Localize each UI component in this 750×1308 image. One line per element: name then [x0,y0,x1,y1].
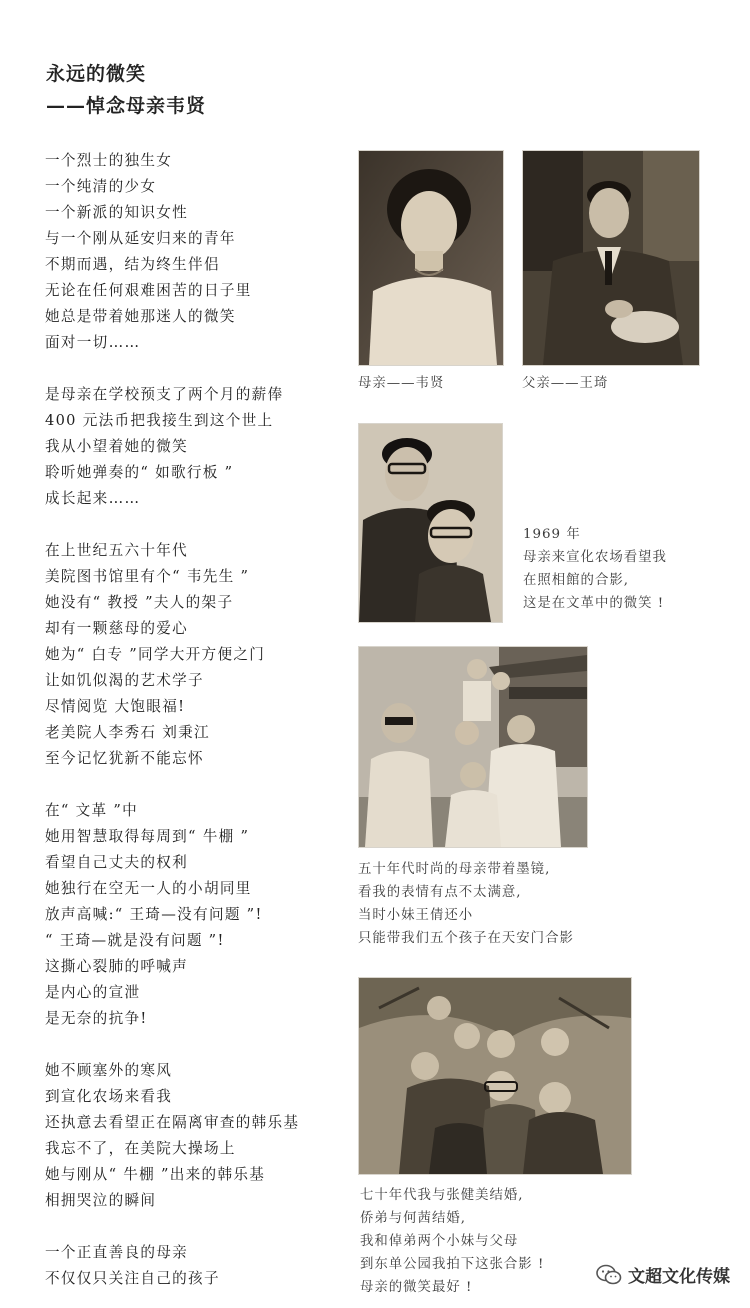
caption-line: 七十年代我与张健美结婚, [360,1188,524,1203]
caption-line: 当时小妹王倩还小 [358,908,474,923]
caption-line: 母亲来宣化农场看望我 [523,550,667,565]
caption-line: 侨弟与何茜结婚, [360,1211,466,1226]
caption-line: 母亲的微笑最好 ! [360,1280,473,1295]
article-subtitle: ——悼念母亲韦贤 [46,95,207,117]
poem-stanza [45,382,345,512]
poem-line: 是内心的宣泄 [45,984,141,1001]
poem-line: 老美院人李秀石 刘秉江 [45,724,210,741]
poem-line: 到宣化农场来看我 [45,1088,173,1105]
poem-stanza [45,798,345,1032]
wechat-icon [596,1264,622,1286]
poem-line: “ 王琦—就是没有问题 ”! [45,932,225,949]
poem-line: 是母亲在学校预支了两个月的薪俸 [45,386,284,403]
caption-line: 只能带我们五个孩子在天安门合影 [358,931,574,946]
poem-line: 与一个刚从延安归来的青年 [45,230,236,247]
family-park-photo [358,977,632,1175]
poem-line: 让如饥似渴的艺术学子 [45,672,204,689]
poem-line: 却有一颗慈母的爱心 [45,620,189,637]
tiananmen-group-photo [358,646,588,848]
poem-line: 400 元法币把我接生到这个世上 [45,412,274,429]
caption-line: 这是在文革中的微笑 ! [523,596,665,611]
poem-line: 她为“ 白专 ”同学大开方便之门 [45,646,266,663]
father-portrait-photo [522,150,700,366]
studio-photo-caption [523,523,667,615]
poem-line: 尽情阅览 大饱眼福! [45,698,186,715]
poem-line: 美院图书馆里有个“ 韦先生 ” [45,568,250,585]
family-photo-caption [360,1184,544,1299]
poem-line: 一个烈士的独生女 [45,152,173,169]
poem-line: 放声高喊:“ 王琦—没有问题 ”! [45,906,263,923]
mother-portrait-photo [358,150,504,366]
poem-line: 是无奈的抗争! [45,1010,148,1027]
caption-line: 看我的表情有点不太满意, [358,885,522,900]
caption-line: 在照相館的合影, [523,573,629,588]
poem-line: 我忘不了，在美院大操场上 [45,1140,236,1157]
poem-line: 她不顾塞外的寒风 [45,1062,173,1079]
poem-line: 一个正直善良的母亲 [45,1244,189,1261]
poem-line: 在“ 文革 ”中 [45,802,138,819]
poem-line: 看望自己丈夫的权利 [45,854,189,871]
poem-line: 至今记忆犹新不能忘怀 [45,750,204,767]
mother-photo-caption: 母亲——韦贤 [358,376,445,391]
source-watermark [596,1262,730,1287]
poem-line: 她用智慧取得每周到“ 牛棚 ” [45,828,250,845]
poem-line: 面对一切…… [45,334,141,351]
article-title: 永远的微笑 [46,63,147,85]
watermark-text: 文超文化传媒 [628,1267,730,1287]
poem-body [45,148,345,1292]
poem-line: 她与刚从“ 牛棚 ”出来的韩乐基 [45,1166,266,1183]
poem-line: 她独行在空无一人的小胡同里 [45,880,252,897]
poem-line: 一个新派的知识女性 [45,204,189,221]
caption-line: 我和倬弟两个小妹与父母 [360,1234,519,1249]
poem-line: 相拥哭泣的瞬间 [45,1192,157,1209]
poem-line: 成长起来…… [45,490,141,507]
poem-stanza [45,1240,345,1292]
poem-stanza [45,1058,345,1214]
studio-photo-1969 [358,423,503,623]
poem-line: 聆听她弹奏的“ 如歌行板 ” [45,464,234,481]
poem-line: 在上世纪五六十年代 [45,542,189,559]
caption-line: 五十年代时尚的母亲带着墨镜, [358,862,551,877]
poem-line: 她总是带着她那迷人的微笑 [45,308,236,325]
caption-line: 到东单公园我拍下这张合影 ! [360,1257,545,1272]
article-title-block [46,58,206,122]
poem-line: 还执意去看望正在隔离审查的韩乐基 [45,1114,300,1131]
father-photo-caption: 父亲——王琦 [522,376,609,391]
poem-line: 不期而遇，结为终生伴侣 [45,256,220,273]
poem-line: 她没有“ 教授 ”夫人的架子 [45,594,234,611]
poem-stanza [45,148,345,356]
poem-line: 一个纯清的少女 [45,178,157,195]
poem-line: 不仅仅只关注自己的孩子 [45,1270,220,1287]
caption-line: 1969 年 [523,527,581,542]
poem-stanza [45,538,345,772]
tiananmen-photo-caption [358,858,574,950]
poem-line: 这撕心裂肺的呼喊声 [45,958,189,975]
poem-line: 我从小望着她的微笑 [45,438,189,455]
poem-line: 无论在任何艰难困苦的日子里 [45,282,252,299]
